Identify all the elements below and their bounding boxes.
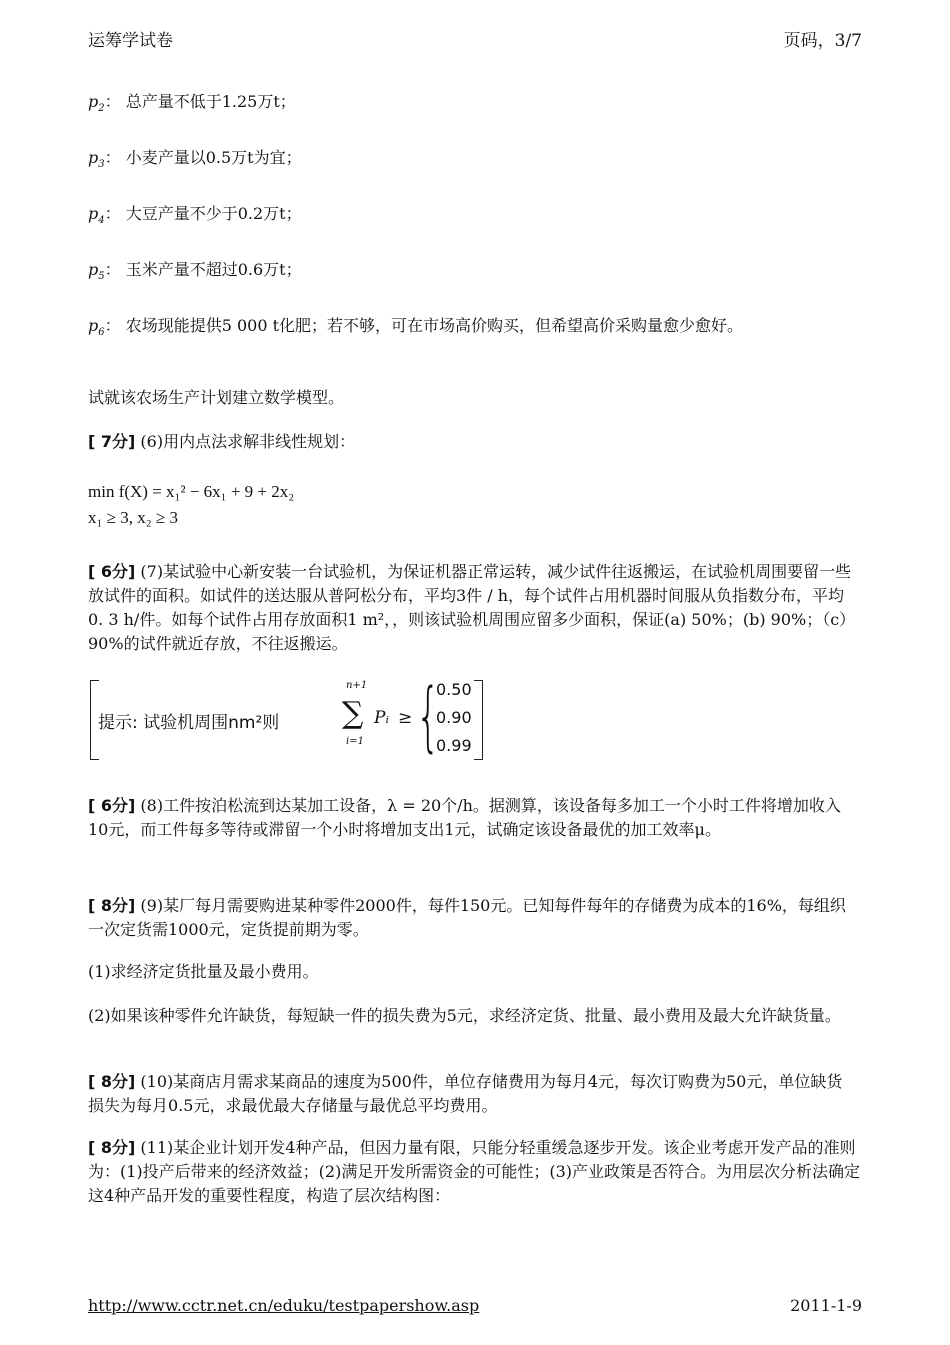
header-title: 运筹学试卷 bbox=[88, 31, 173, 51]
question-7: [ 6分] (7)某试验中心新安装一台试验机，为保证机器正常运转，减少试件往返搬运，在试验机周围要留一些放试件的面积。如试件的送达服从普阿松分布，平均3件 / h，每个试件占用机器时间服从负指数分布，平均0. 3 h/件。如每个试件占用存放面积1 m²，，则该试验机周围应留多少面积，保证(a) 50%；(b) 90%；（c）90%的试件就近存放，不往返搬运。 bbox=[88, 562, 856, 653]
question-11: [ 8分] (11)某企业计划开发4种产品，但因力量有限，只能分轻重缓急逐步开发。该企业考虑开发产品的准则为：(1)投产后带来的经济效益；(2)满足开发所需资金的可能性；(3)产业政策是否符合。为用层次分析法确定这4种产品开发的重要性程度，构造了层次结构图： bbox=[88, 1138, 860, 1205]
source-link[interactable]: http://www.cctr.net.cn/eduku/testpapershow.asp bbox=[88, 1296, 480, 1315]
hint-formula bbox=[90, 671, 472, 762]
goal-p5: $p_5$： 玉米产量不超过0.6万t； bbox=[88, 260, 302, 283]
hint-value: 0.50 bbox=[436, 680, 472, 699]
goal-symbol: $p_3$ bbox=[88, 148, 105, 171]
goal-symbol: $p_5$ bbox=[88, 260, 105, 283]
sigma-icon: ∑ bbox=[342, 696, 364, 731]
score-badge: [ 6分] bbox=[88, 796, 136, 815]
goal-p3: $p_3$： 小麦产量以0.5万t为宜； bbox=[88, 148, 302, 171]
question-9-part-2: (2)如果该种零件允许缺货，每短缺一件的损失费为5元，求经济定货、批量、最小费用及最大允许缺货量。 bbox=[88, 1006, 841, 1025]
sum-term: Pᵢ bbox=[374, 708, 389, 728]
question-9-part-1: (1)求经济定货批量及最小费用。 bbox=[88, 962, 319, 981]
score-badge: [ 7分] bbox=[88, 432, 136, 451]
model-prompt: 试就该农场生产计划建立数学模型。 bbox=[88, 388, 345, 407]
ge-symbol: ≥ bbox=[398, 708, 413, 728]
right-bracket bbox=[474, 680, 483, 760]
hint-value: 0.99 bbox=[436, 736, 472, 755]
goal-symbol: $p_4$ bbox=[88, 204, 105, 227]
goal-p2: $p_2$： 总产量不低于1.25万t； bbox=[88, 92, 296, 115]
score-badge: [ 6分] bbox=[88, 562, 136, 581]
score-badge: [ 8分] bbox=[88, 1072, 136, 1091]
question-8: [ 6分] (8)工件按泊松流到达某加工设备，λ = 20个/h。据测算，该设备每多加工一个小时工件将增加收入10元，而工件每多等待或滞留一个小时将增加支出1元，试确定该设备最优的加工效率μ。 bbox=[88, 796, 841, 839]
goal-symbol: $p_6$ bbox=[88, 316, 105, 339]
goal-symbol: $p_2$ bbox=[88, 92, 105, 115]
sum-lower-limit: i=1 bbox=[346, 736, 364, 747]
goal-p6: $p_6$： 农场现能提供5 000 t化肥；若不够，可在市场高价购买，但希望高价采购量愈少愈好。 bbox=[88, 316, 744, 339]
question-10: [ 8分] (10)某商店月需求某商品的速度为500件，单位存储费用为每月4元，每次订购费为50元，单位缺货损失为每月0.5元，求最优最大存储量与最优总平均费用。 bbox=[88, 1072, 843, 1115]
score-badge: [ 8分] bbox=[88, 896, 136, 915]
score-badge: [ 8分] bbox=[88, 1138, 136, 1157]
constraint-formula: x₁ ≥ 3, x₂ ≥ 3 bbox=[88, 508, 179, 527]
objective-formula: min f(X) = x₁² − 6x₁ + 9 + 2x₂ bbox=[88, 482, 295, 501]
hint-value: 0.90 bbox=[436, 708, 472, 727]
question-9: [ 8分] (9)某厂每月需要购进某种零件2000件，每件150元。已知每件每年的存储费为成本的16%，每组织一次定货需1000元，定货提前期为零。 bbox=[88, 896, 846, 939]
footer-date: 2011-1-9 bbox=[790, 1296, 862, 1315]
hint-label: 提示: 试验机周围nm²则 bbox=[98, 713, 280, 733]
sum-upper-limit: n+1 bbox=[346, 680, 368, 691]
brace-icon: { bbox=[416, 671, 441, 760]
goal-p4: $p_4$： 大豆产量不少于0.2万t； bbox=[88, 204, 302, 227]
page-number: 页码，3/7 bbox=[783, 31, 862, 51]
question-6: [ 7分] (6)用内点法求解非线性规划： bbox=[88, 432, 356, 451]
